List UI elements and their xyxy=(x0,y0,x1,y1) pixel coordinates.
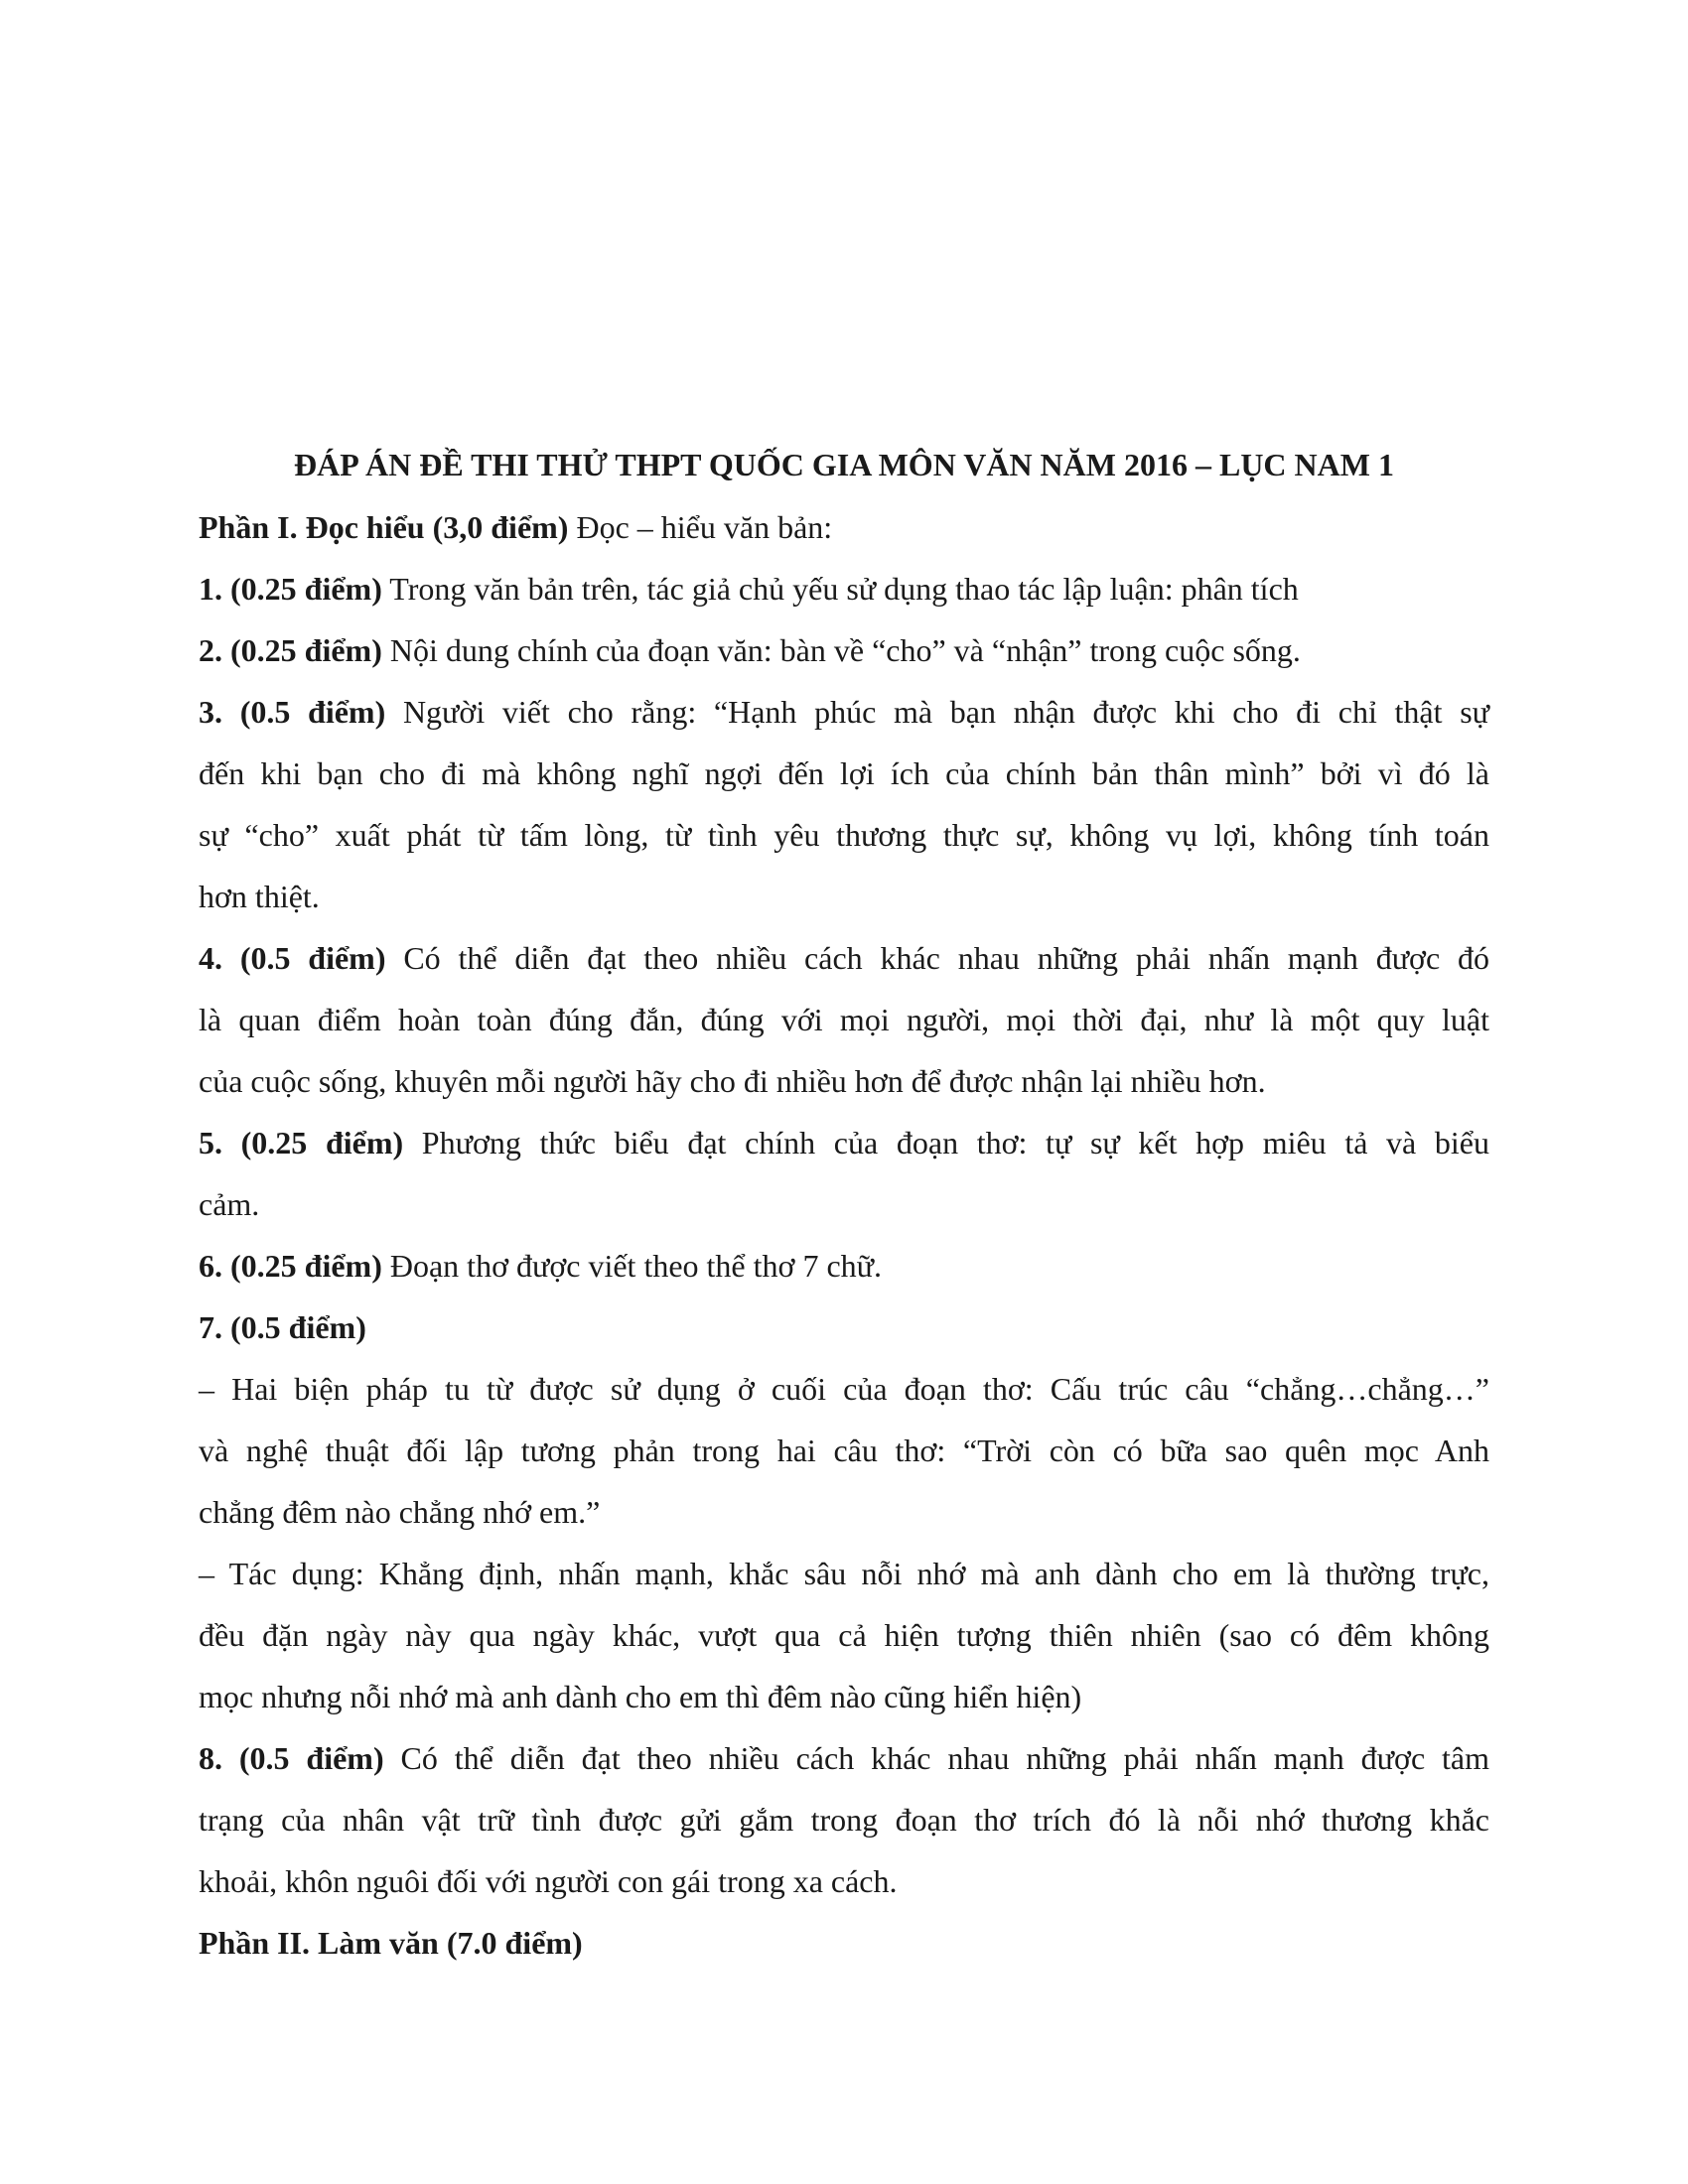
line-text: và nghệ thuật đối lập tương phản trong hai câu thơ: “Trời còn có bữa sao quên mọc Anh xyxy=(199,1433,1489,1468)
answer-line xyxy=(199,743,1489,804)
line-text: – Tác dụng: Khẳng định, nhấn mạnh, khắc sâu nỗi nhớ mà anh dành cho em là thường trực, xyxy=(199,1556,1489,1591)
answer-line xyxy=(199,1666,1489,1727)
answer-line xyxy=(199,1481,1489,1543)
section-heading xyxy=(199,496,1489,558)
answer-line xyxy=(199,619,1489,681)
line-bold: Phần II. Làm văn (7.0 điểm) xyxy=(199,1925,583,1961)
line-text: Có thể diễn đạt theo nhiều cách khác nhau những phải nhấn mạnh được đó xyxy=(385,940,1490,976)
line-text: hơn thiệt. xyxy=(199,879,320,914)
answer-line xyxy=(199,804,1489,866)
answer-line xyxy=(199,1604,1489,1666)
line-bold: 8. (0.5 điểm) xyxy=(199,1740,384,1776)
line-text: của cuộc sống, khuyên mỗi người hãy cho đi nhiều hơn để được nhận lại nhiều hơn. xyxy=(199,1063,1266,1099)
line-text: sự “cho” xuất phát từ tấm lòng, từ tình yêu thương thực sự, không vụ lợi, không tính toán xyxy=(199,817,1489,853)
line-bold: 6. (0.25 điểm) xyxy=(199,1248,382,1284)
line-bold: 4. (0.5 điểm) xyxy=(199,940,386,976)
line-bold: 3. (0.5 điểm) xyxy=(199,694,386,730)
line-bold: Phần I. Đọc hiểu (3,0 điểm) xyxy=(199,509,569,545)
line-text: Có thể diễn đạt theo nhiều cách khác nhau những phải nhấn mạnh được tâm xyxy=(383,1740,1490,1776)
answer-line xyxy=(199,1543,1489,1604)
line-text: đều đặn ngày này qua ngày khác, vượt qua cả hiện tượng thiên nhiên (sao có đêm không xyxy=(199,1617,1489,1653)
answer-line xyxy=(199,1112,1489,1173)
answer-body xyxy=(199,496,1489,1974)
line-text: Người viết cho rằng: “Hạnh phúc mà bạn nhận được khi cho đi chỉ thật sự xyxy=(385,694,1490,730)
line-bold: 7. (0.5 điểm) xyxy=(199,1309,366,1345)
line-text: Đoạn thơ được viết theo thể thơ 7 chữ. xyxy=(381,1248,882,1284)
answer-line xyxy=(199,1050,1489,1112)
line-text: đến khi bạn cho đi mà không nghĩ ngợi đến lợi ích của chính bản thân mình” bởi vì đó là xyxy=(199,755,1489,791)
line-text: cảm. xyxy=(199,1186,260,1222)
answer-line xyxy=(199,1235,1489,1297)
answer-line xyxy=(199,989,1489,1050)
answer-line xyxy=(199,927,1489,989)
line-bold: 1. (0.25 điểm) xyxy=(199,571,382,607)
line-text: Phương thức biểu đạt chính của đoạn thơ: tự sự kết hợp miêu tả và biểu xyxy=(403,1125,1490,1160)
answer-line xyxy=(199,1173,1489,1235)
page-title: ĐÁP ÁN ĐỀ THI THỬ THPT QUỐC GIA MÔN VĂN NĂM 2016 – LỤC NAM 1 xyxy=(294,447,1394,482)
line-text: khoải, khôn nguôi đối với người con gái trong xa cách. xyxy=(199,1863,898,1899)
answer-line xyxy=(199,558,1489,619)
line-bold: 2. (0.25 điểm) xyxy=(199,632,382,668)
line-text: chẳng đêm nào chẳng nhớ em.” xyxy=(199,1494,601,1530)
line-text: Đọc – hiểu văn bản: xyxy=(568,509,833,545)
answer-line xyxy=(199,1789,1489,1850)
line-text: trạng của nhân vật trữ tình được gửi gắm trong đoạn thơ trích đó là nỗi nhớ thương khắc xyxy=(199,1802,1489,1838)
answer-line xyxy=(199,1850,1489,1912)
line-text: mọc nhưng nỗi nhớ mà anh dành cho em thì đêm nào cũng hiển hiện) xyxy=(199,1679,1082,1714)
section-heading xyxy=(199,1912,1489,1974)
line-text: là quan điểm hoàn toàn đúng đắn, đúng với mọi người, mọi thời đại, như là một quy luật xyxy=(199,1002,1489,1037)
line-text: – Hai biện pháp tu từ được sử dụng ở cuối của đoạn thơ: Cấu trúc câu “chẳng…chẳng…” xyxy=(199,1371,1489,1407)
answer-line xyxy=(199,866,1489,927)
answer-line xyxy=(199,1297,1489,1358)
answer-line xyxy=(199,1358,1489,1420)
line-text: Nội dung chính của đoạn văn: bàn về “cho” và “nhận” trong cuộc sống. xyxy=(381,632,1301,668)
answer-line xyxy=(199,1420,1489,1481)
line-bold: 5. (0.25 điểm) xyxy=(199,1125,404,1160)
answer-line xyxy=(199,1727,1489,1789)
line-text: Trong văn bản trên, tác giả chủ yếu sử dụng thao tác lập luận: phân tích xyxy=(381,571,1299,607)
answer-line xyxy=(199,681,1489,743)
